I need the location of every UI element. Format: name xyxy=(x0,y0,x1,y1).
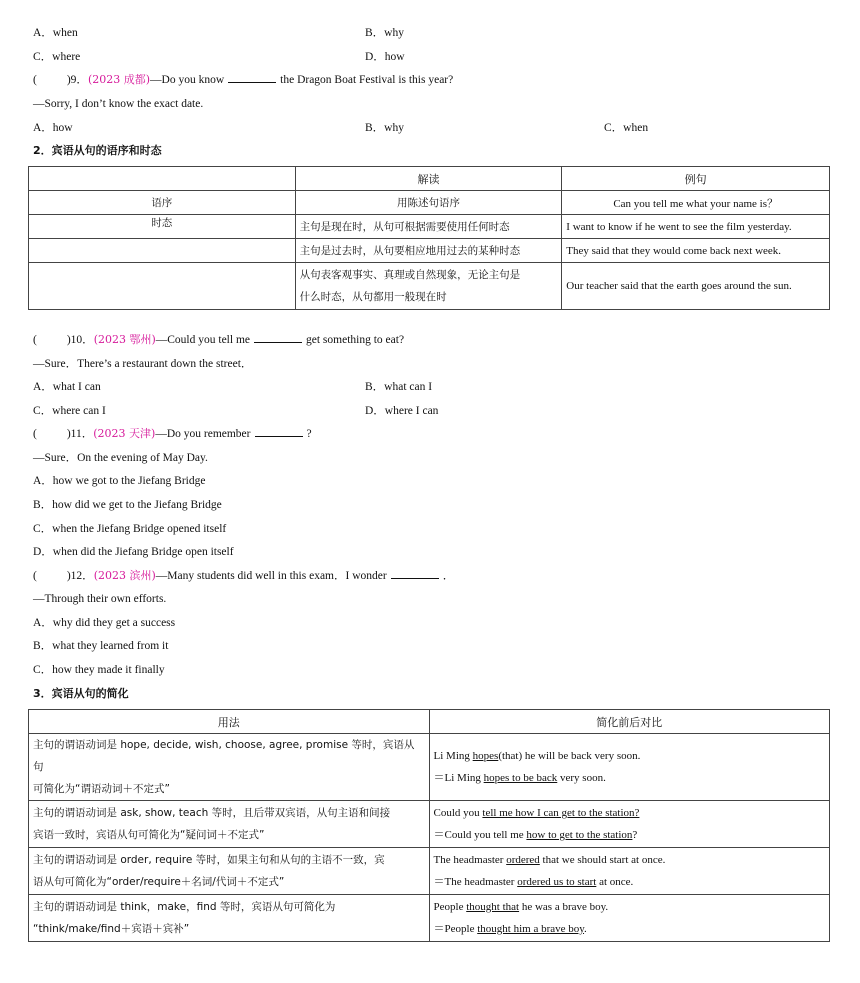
fill-blank[interactable] xyxy=(255,426,303,437)
row-label xyxy=(29,263,296,310)
text: The headmaster xyxy=(433,854,507,866)
question-source: (2023 滨州) xyxy=(93,569,156,582)
question-source: (2023 成都) xyxy=(87,73,151,86)
row-example: Can you tell me what your name is？ xyxy=(562,191,830,215)
question-11 xyxy=(33,426,312,442)
text: Could you xyxy=(433,807,483,819)
usage-line: 主句的谓语动词是 ask, show, teach 等时，且后带双宾语，从句主语和间接 xyxy=(33,807,391,819)
usage-line: 主句的谓语动词是 order, require 等时，如果主句和从句的主语不一致，宾 xyxy=(33,854,385,866)
q8-option-d: D．how xyxy=(365,51,405,63)
row-explain: 用陈述句语序 xyxy=(295,191,562,215)
question-number: )10． xyxy=(66,334,94,346)
q8-option-a: A．when xyxy=(33,27,78,39)
example-after xyxy=(434,918,825,940)
text: ＝Could you tell me xyxy=(433,829,527,841)
text: that we should start at once. xyxy=(539,854,666,866)
header-explain: 解读 xyxy=(295,167,562,191)
text: he was a brave boy. xyxy=(519,901,609,913)
question-stem-rest: ? xyxy=(306,428,312,440)
answer-paren-open: ( xyxy=(33,428,37,440)
q12-option-b: B．what they learned from it xyxy=(33,640,169,652)
table-row xyxy=(29,263,830,310)
example-after xyxy=(434,824,825,846)
text: . xyxy=(584,923,587,935)
underlined-text: thought that xyxy=(466,901,520,913)
comparison-cell xyxy=(429,895,829,942)
underlined-text: hopes to be back xyxy=(483,772,558,784)
table-row xyxy=(29,895,830,942)
example-after xyxy=(434,871,825,893)
row-example: Our teacher said that the earth goes around the sun. xyxy=(562,263,830,310)
usage-cell xyxy=(29,895,430,942)
underlined-text: thought him a brave boy xyxy=(477,923,585,935)
usage-line: 语从句可简化为“order/require＋名词/代词＋不定式” xyxy=(33,876,285,888)
underlined-text: how to get to the station xyxy=(526,829,633,841)
usage-line: 宾语一致时，宾语从句可简化为“疑问词＋不定式” xyxy=(33,829,265,841)
row-example: They said that they would come back next week. xyxy=(562,239,830,263)
usage-cell xyxy=(29,734,430,801)
fill-blank[interactable] xyxy=(391,568,439,579)
usage-line: 主句的谓语动词是 think，make，find 等时，宾语从句可简化为 xyxy=(33,901,336,913)
row-explain-line: 从句表客观事实、真理或自然现象，无论主句是 xyxy=(299,269,521,281)
answer-paren-open: ( xyxy=(33,74,37,86)
q9-option-c: C．when xyxy=(604,122,649,134)
question-number: )12． xyxy=(66,570,94,582)
table-row xyxy=(29,848,830,895)
q10-option-c: C．where can I xyxy=(33,405,106,417)
example-before xyxy=(434,896,825,918)
question-10 xyxy=(33,332,404,348)
q9-reply: —Sorry, I don’t know the exact date. xyxy=(33,98,204,110)
underlined-text: hopes xyxy=(472,750,499,762)
comparison-cell xyxy=(429,734,829,801)
q11-reply: —Sure．On the evening of May Day. xyxy=(33,452,208,464)
header-blank xyxy=(29,167,296,191)
comparison-cell xyxy=(429,848,829,895)
question-stem: —Do you know xyxy=(150,74,225,86)
text: ? xyxy=(632,829,638,841)
question-stem: —Could you tell me xyxy=(155,334,250,346)
example-after xyxy=(434,767,825,789)
header-usage: 用法 xyxy=(29,710,430,734)
q11-option-d: D．when did the Jiefang Bridge open itself xyxy=(33,546,234,558)
question-source: (2023 天津) xyxy=(93,427,156,440)
q10-option-a: A．what I can xyxy=(33,381,101,393)
word-order-tense-table xyxy=(28,166,830,310)
q10-reply: —Sure．There’s a restaurant down the street． xyxy=(33,358,253,370)
fill-blank[interactable] xyxy=(254,332,302,343)
text: ＝People xyxy=(433,923,478,935)
row-example: I want to know if he went to see the film yesterday. xyxy=(562,215,830,239)
question-12 xyxy=(33,568,454,584)
row-explain: 主句是现在时，从句可根据需要使用任何时态 xyxy=(295,215,562,239)
q12-option-c: C．how they made it finally xyxy=(33,664,165,676)
fill-blank[interactable] xyxy=(228,72,276,83)
question-stem: —Do you remember xyxy=(155,428,251,440)
q10-option-d: D．where I can xyxy=(365,405,439,417)
q10-option-b: B．what can I xyxy=(365,381,433,393)
table-header-row xyxy=(29,710,830,734)
row-explain: 主句是过去时，从句要相应地用过去的某种时态 xyxy=(295,239,562,263)
text: ＝The headmaster xyxy=(433,876,518,888)
usage-line: 可简化为“谓语动词＋不定式” xyxy=(33,783,170,795)
q11-option-c: C．when the Jiefang Bridge opened itself xyxy=(33,523,227,535)
underlined-text: ordered xyxy=(506,854,540,866)
q9-option-a: A．how xyxy=(33,122,73,134)
q11-option-a: A．how we got to the Jiefang Bridge xyxy=(33,475,206,487)
answer-paren-open: ( xyxy=(33,570,37,582)
table-header-row xyxy=(29,167,830,191)
row-label: 语序 xyxy=(29,191,296,215)
comparison-cell xyxy=(429,801,829,848)
section-2-heading: 2．宾语从句的语序和时态 xyxy=(33,144,162,157)
q11-option-b: B．how did we get to the Jiefang Bridge xyxy=(33,499,222,511)
q12-option-a: A．why did they get a success xyxy=(33,617,176,629)
example-before xyxy=(434,745,825,767)
question-stem: —Many students did well in this exam．I wonder xyxy=(155,570,387,582)
text: very soon. xyxy=(557,772,606,784)
q8-option-b: B．why xyxy=(365,27,404,39)
question-stem-rest: ． xyxy=(442,570,455,582)
usage-line: “think/make/find＋宾语＋宾补” xyxy=(33,923,190,935)
row-explain-line: 什么时态，从句都用一般现在时 xyxy=(299,291,447,303)
usage-cell xyxy=(29,848,430,895)
question-number: )11． xyxy=(66,428,94,440)
usage-line: 主句的谓语动词是 hope, decide, wish, choose, agree, promise 等时，宾语从句 xyxy=(33,739,415,773)
question-9 xyxy=(33,72,453,88)
row-explain xyxy=(295,263,562,310)
q8-option-c: C．where xyxy=(33,51,81,63)
underlined-text: ordered us to start xyxy=(517,876,597,888)
usage-cell xyxy=(29,801,430,848)
underlined-text: tell me how I can get to the station? xyxy=(482,807,640,819)
section-3-heading: 3．宾语从句的简化 xyxy=(33,687,129,700)
example-before xyxy=(434,802,825,824)
header-comparison: 简化前后对比 xyxy=(429,710,829,734)
row-label: 时态 xyxy=(29,215,296,239)
text: at once. xyxy=(596,876,634,888)
text: ＝Li Ming xyxy=(433,772,484,784)
q9-option-b: B．why xyxy=(365,122,404,134)
answer-paren-open: ( xyxy=(33,334,37,346)
question-number: )9． xyxy=(66,74,88,86)
row-label xyxy=(29,239,296,263)
text: (that) he will be back very soon. xyxy=(498,750,641,762)
table-row xyxy=(29,191,830,215)
table-row xyxy=(29,734,830,801)
text: People xyxy=(433,901,467,913)
text: Li Ming xyxy=(433,750,473,762)
question-stem-rest: the Dragon Boat Festival is this year? xyxy=(280,74,454,86)
example-before xyxy=(434,849,825,871)
header-example: 例句 xyxy=(562,167,830,191)
table-row xyxy=(29,215,830,239)
clause-simplification-table xyxy=(28,709,830,942)
table-row xyxy=(29,239,830,263)
question-stem-rest: get something to eat? xyxy=(306,334,405,346)
q12-reply: —Through their own efforts. xyxy=(33,593,167,605)
table-row xyxy=(29,801,830,848)
question-source: (2023 鄂州) xyxy=(93,333,156,346)
